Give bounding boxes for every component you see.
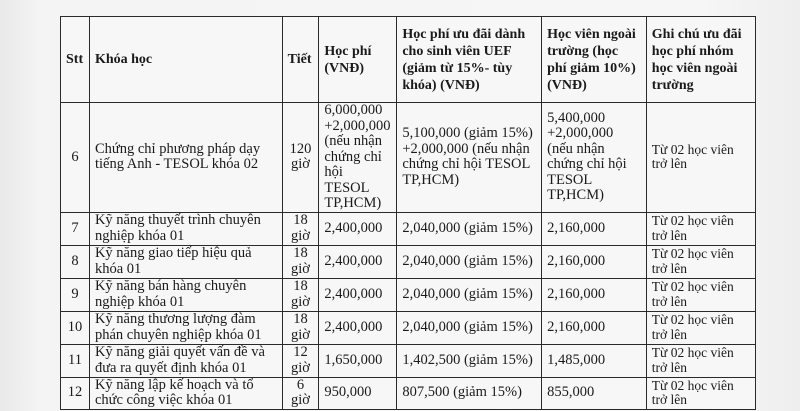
header-uef-fee: Học phí ưu đãi dành cho sinh viên UEF (giảm từ 15%- tùy khóa) (VNĐ) [397,17,542,103]
cell-uef-fee: 2,040,000 (giảm 15%) [397,311,542,344]
cell-uef-fee: 2,040,000 (giảm 15%) [397,212,542,245]
table-row [61,278,756,311]
cell-course: Kỹ năng giải quyết vấn đề và đưa ra quyết định khóa 01 [89,344,282,377]
cell-periods: 18 giờ [282,278,319,311]
cell-periods: 18 giờ [282,311,319,344]
cell-outside-fee: 2,160,000 [542,311,647,344]
cell-periods: 120 giờ [282,103,319,213]
cell-stt: 7 [61,212,90,245]
cell-stt: 11 [61,344,90,377]
cell-group-note: Từ 02 học viên trở lên [646,278,755,311]
table-row [61,245,756,278]
cell-fee: 950,000 [319,377,397,409]
cell-group-note: Từ 02 học viên trở lên [646,311,755,344]
header-stt: Stt [61,17,90,103]
cell-group-note: Từ 02 học viên trở lên [646,245,755,278]
cell-course: Kỹ năng giao tiếp hiệu quả khóa 01 [89,245,282,278]
course-fee-table [60,16,756,410]
cell-course: Kỹ năng thuyết trình chuyên nghiệp khóa 01 [89,212,282,245]
table-row [61,212,756,245]
cell-outside-fee: 2,160,000 [542,278,647,311]
header-group-note: Ghi chú ưu đãi học phí nhóm học viên ngoài trường [646,17,755,103]
table-row [61,103,756,213]
cell-fee: 2,400,000 [319,245,397,278]
cell-outside-fee: 855,000 [542,377,647,409]
table-row [61,377,756,409]
table-header-row [61,17,756,103]
cell-uef-fee: 1,402,500 (giảm 15%) [397,344,542,377]
cell-course: Kỹ năng lập kế hoạch và tổ chức công việc khóa 01 [89,377,282,409]
cell-stt: 9 [61,278,90,311]
cell-uef-fee: 2,040,000 (giảm 15%) [397,245,542,278]
cell-group-note: Từ 02 học viên trở lên [646,377,755,409]
header-fee: Học phí (VNĐ) [319,17,397,103]
cell-group-note: Từ 02 học viên trở lên [646,344,755,377]
cell-periods: 18 giờ [282,245,319,278]
cell-periods: 18 giờ [282,212,319,245]
cell-course: Kỹ năng bán hàng chuyên nghiệp khóa 01 [89,278,282,311]
cell-outside-fee: 2,160,000 [542,212,647,245]
header-periods: Tiết [282,17,319,103]
cell-course: Chứng chỉ phương pháp dạy tiếng Anh - TESOL khóa 02 [89,103,282,213]
cell-stt: 8 [61,245,90,278]
header-outside-fee: Học viên ngoài trường (học phí giảm 10%) (VNĐ) [542,17,647,103]
cell-fee: 1,650,000 [319,344,397,377]
cell-uef-fee: 2,040,000 (giảm 15%) [397,278,542,311]
cell-fee: 2,400,000 [319,212,397,245]
cell-uef-fee: 5,100,000 (giảm 15%) +2,000,000 (nếu nhận chứng chỉ hội TESOL TP,HCM) [397,103,542,213]
cell-outside-fee: 1,485,000 [542,344,647,377]
header-course: Khóa học [89,17,282,103]
cell-course: Kỹ năng thương lượng đàm phán chuyên nghiệp khóa 01 [89,311,282,344]
cell-fee: 6,000,000 +2,000,000 (nếu nhận chứng chỉ hội TESOL TP,HCM) [319,103,397,213]
cell-uef-fee: 807,500 (giảm 15%) [397,377,542,409]
cell-stt: 12 [61,377,90,409]
cell-group-note: Từ 02 học viên trở lên [646,103,755,213]
cell-group-note: Từ 02 học viên trở lên [646,212,755,245]
cell-periods: 6 giờ [282,377,319,409]
table-row [61,344,756,377]
cell-periods: 12 giờ [282,344,319,377]
cell-stt: 10 [61,311,90,344]
cell-outside-fee: 2,160,000 [542,245,647,278]
table-row [61,311,756,344]
cell-stt: 6 [61,103,90,213]
cell-fee: 2,400,000 [319,311,397,344]
cell-fee: 2,400,000 [319,278,397,311]
cell-outside-fee: 5,400,000 +2,000,000 (nếu nhận chứng chỉ hội TESOL TP,HCM) [542,103,647,213]
